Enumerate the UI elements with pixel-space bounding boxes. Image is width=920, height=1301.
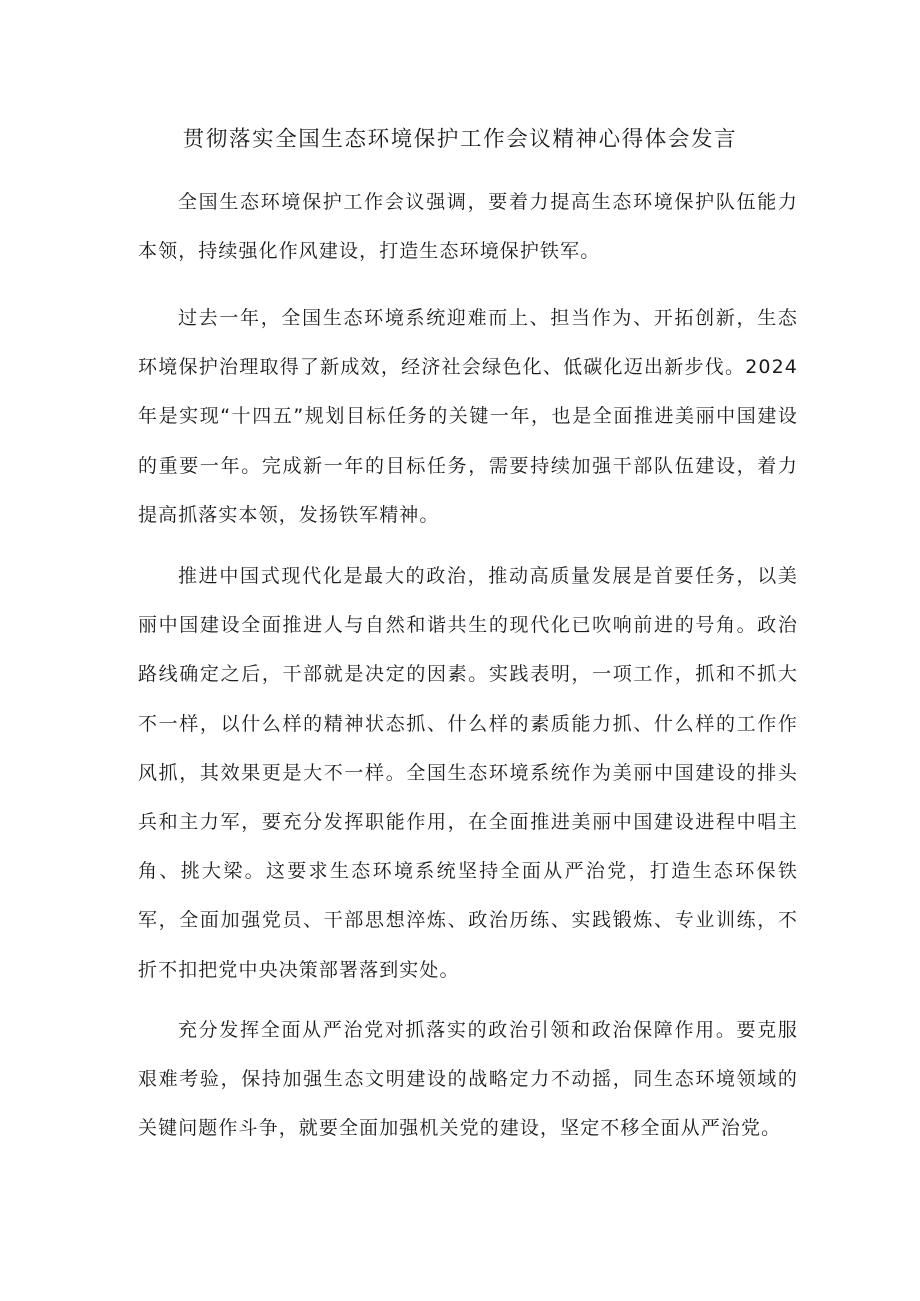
paragraph-1: 全国生态环境保护工作会议强调，要着力提高生态环境保护队伍能力本领，持续强化作风建设，打造生态环境保护铁军。	[138, 191, 798, 263]
document-title: 贯彻落实全国生态环境保护工作会议精神心得体会发言	[182, 127, 738, 152]
paragraph-4: 充分发挥全面从严治党对抓落实的政治引领和政治保障作用。要克服艰难考验，保持加强生态文明建设的战略定力不动摇，同生态环境领域的关键问题作斗争，就要全面加强机关党的建设，坚定不移全面从严治党。	[138, 1019, 798, 1140]
paragraph-3: 推进中国式现代化是最大的政治，推动高质量发展是首要任务，以美丽中国建设全面推进人与自然和谐共生的现代化已吹响前进的号角。政治路线确定之后，干部就是决定的因素。实践表明，一项工作，抓和不抓大不一样，以什么样的精神状态抓、什么样的素质能力抓、什么样的工作作风抓，其效果更是大不一样。全国生态环境系统作为美丽中国建设的排头兵和主力军，要充分发挥职能作用，在全面推进美丽中国建设进程中唱主角、挑大梁。这要求生态环境系统坚持全面从严治党，打造生态环保铁军，全面加强党员、干部思想淬炼、政治历练、实践锻炼、专业训练，不折不扣把党中央决策部署落到实处。	[138, 565, 798, 981]
paragraph-2: 过去一年，全国生态环境系统迎难而上、担当作为、开拓创新，生态环境保护治理取得了新成效，经济社会绿色化、低碳化迈出新步伐。2024年是实现“十四五”规划目标任务的关键一年，也是全面推进美丽中国建设的重要一年。完成新一年的目标任务，需要持续加强干部队伍建设，着力提高抓落实本领，发扬铁军精神。	[138, 307, 798, 526]
